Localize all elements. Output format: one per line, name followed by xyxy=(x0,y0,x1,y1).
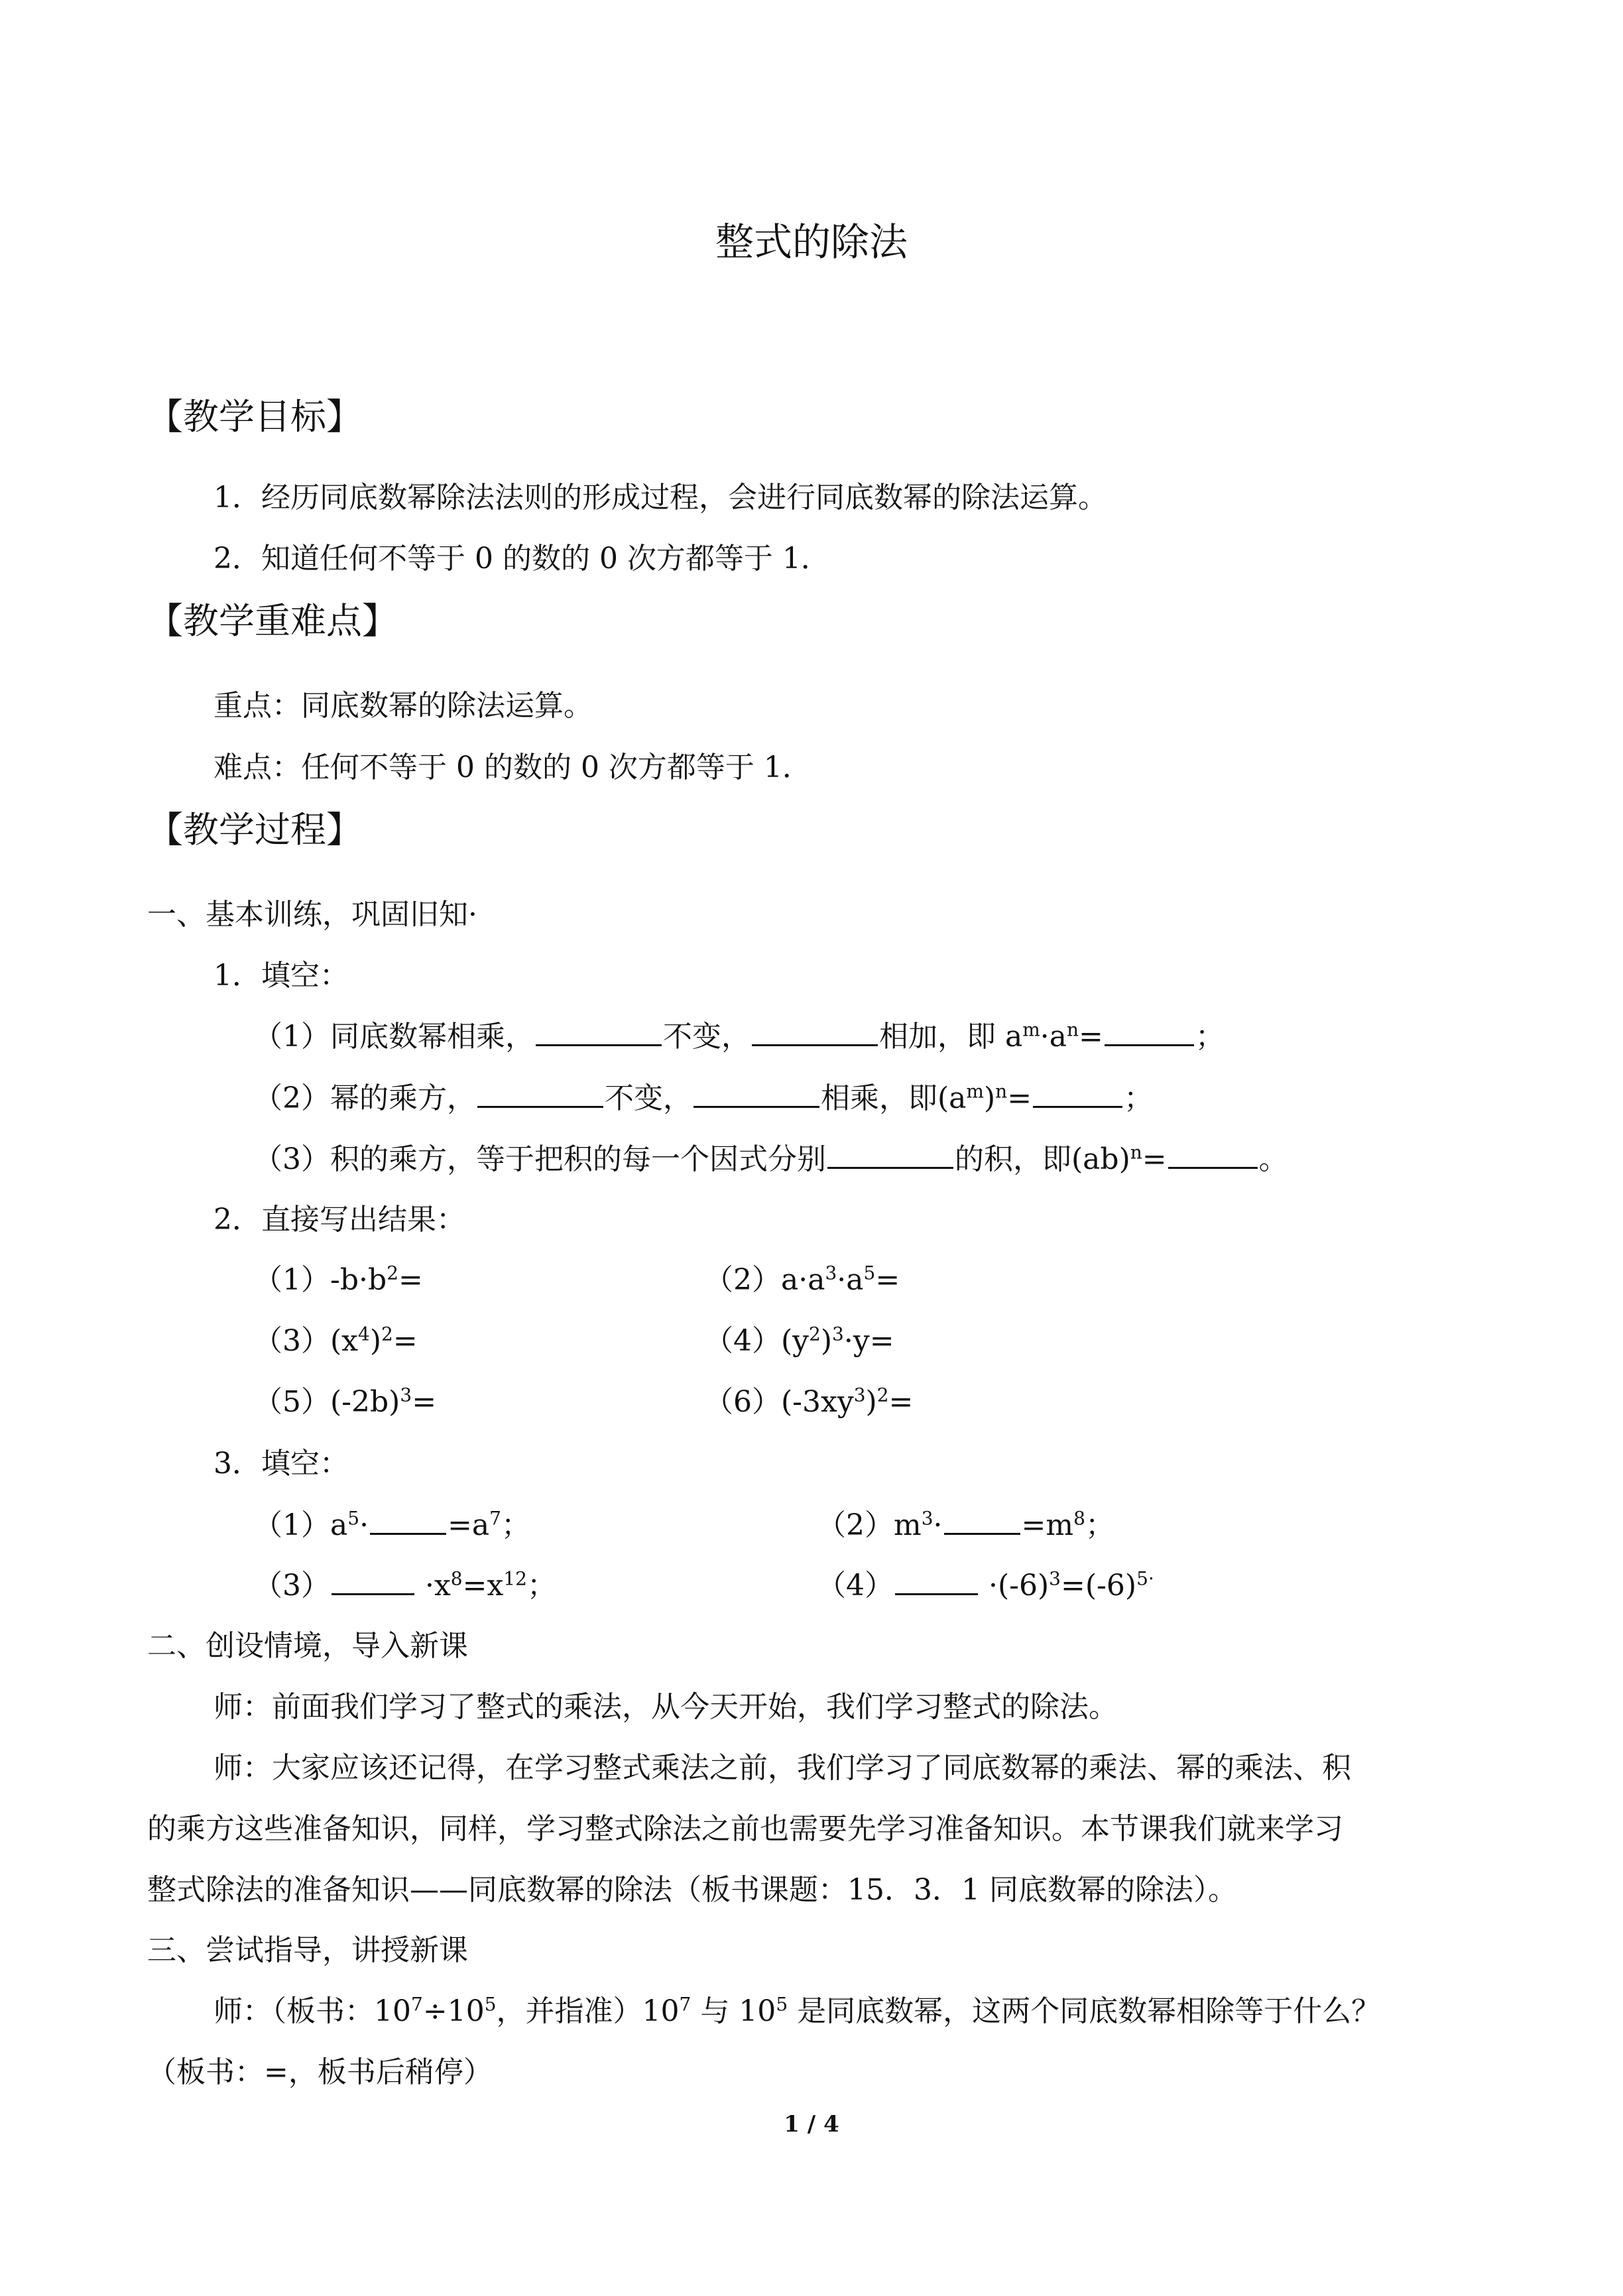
document-title: 整式的除法 xyxy=(715,219,908,265)
q1-item-3: （3）积的乘方，等于把积的每一个因式分别 的积，即(ab)$^n$= 。 xyxy=(253,1141,1288,1176)
q3-item-3: $(3) \cdot x^8=x^{12}$； xyxy=(253,1567,556,1602)
answer-blank[interactable] xyxy=(693,1079,819,1108)
part3-heading: 三、尝试指导，讲授新课 xyxy=(147,1933,468,1967)
goal-item-2: 2．知道任何不等于 0 的数的 0 次方都等于 1． xyxy=(213,542,830,575)
q2-item-4: $(4)(y^2)^3\cdot y=$ xyxy=(704,1323,894,1358)
q3-label: 3．填空： xyxy=(213,1447,349,1480)
answer-blank[interactable] xyxy=(331,1567,414,1595)
keypoint-difficult: 难点：任何不等于 0 的数的 0 次方都等于 1． xyxy=(213,751,812,784)
answer-blank[interactable] xyxy=(1033,1079,1122,1108)
answer-blank[interactable] xyxy=(944,1506,1020,1535)
answer-blank[interactable] xyxy=(477,1079,603,1108)
keypoint-key: 重点：同底数幂的除法运算。 xyxy=(213,689,593,723)
part2-paragraph-1: 师：前面我们学习了整式的乘法，从今天开始，我们学习整式的除法。 xyxy=(213,1690,1118,1724)
section-heading-goals: 【教学目标】 xyxy=(147,396,362,438)
goal-item-1: 1．经历同底数幂除法法则的形成过程，会进行同底数幂的除法运算。 xyxy=(213,481,1107,514)
part3-paragraph-line-2: （板书：=，板书后稍停） xyxy=(147,2055,493,2089)
q2-item-2: $(2)a\cdot a^3\cdot a^5=$ xyxy=(704,1262,900,1297)
q2-label: 2．直接写出结果： xyxy=(213,1203,465,1237)
answer-blank[interactable] xyxy=(752,1018,878,1046)
q2-item-1: $(1)-b\cdot b^2=$ xyxy=(253,1262,423,1297)
answer-blank[interactable] xyxy=(1168,1140,1258,1169)
answer-blank[interactable] xyxy=(895,1567,978,1595)
q1-item-1: （1）同底数幂相乘， 不变， 相加，即 $a^m\cdot a^n=$ ； xyxy=(253,1018,1225,1054)
answer-blank[interactable] xyxy=(827,1140,953,1169)
q1-label: 1．填空： xyxy=(213,959,349,993)
part2-heading: 二、创设情境，导入新课 xyxy=(147,1629,468,1663)
part3-paragraph-line-1: 师：（板书：$10^7\div 10^5$，并指准）$10^7$ 与 $10^5$ 是同底数幂，这两个同底数幂相除等于什么？ xyxy=(213,1993,1381,2028)
section-heading-keypoints: 【教学重难点】 xyxy=(147,600,398,642)
q2-item-6: $(6)(-3xy^3)^2=$ xyxy=(704,1384,914,1419)
q2-item-3: $(3)(x^4)^2=$ xyxy=(253,1323,418,1358)
part2-paragraph-2-line-1: 师：大家应该还记得，在学习整式乘法之前，我们学习了同底数幂的乘法、幂的乘法、积 xyxy=(213,1751,1351,1785)
q1-item-2: （2）幂的乘方， 不变， 相乘，即$(a^m)^n=$ ； xyxy=(253,1080,1154,1115)
answer-blank[interactable] xyxy=(536,1018,662,1046)
answer-blank[interactable] xyxy=(370,1506,446,1535)
q3-item-4: $(4) \cdot(-6)^3=(-6)^{5\cdot}$ xyxy=(817,1567,1154,1602)
section-heading-process: 【教学过程】 xyxy=(147,809,362,851)
part2-paragraph-2-line-3: 整式除法的准备知识——同底数幂的除法（板书课题：15．3．1 同底数幂的除法）。 xyxy=(147,1873,1237,1907)
answer-blank[interactable] xyxy=(1105,1018,1194,1046)
page-number: 1 / 4 xyxy=(784,2111,839,2138)
part2-paragraph-2-line-2: 的乘方这些准备知识，同样，学习整式除法之前也需要先学习准备知识。本节课我们就来学习 xyxy=(147,1812,1343,1846)
part1-heading: 一、基本训练，巩固旧知· xyxy=(147,898,477,932)
q3-item-2: $(2)m^3\cdot =m^8$； xyxy=(817,1507,1114,1542)
q2-item-5: $(5)(-2b)^3=$ xyxy=(253,1384,437,1419)
q3-item-1: $(1)a^5\cdot =a^7$； xyxy=(253,1507,530,1542)
